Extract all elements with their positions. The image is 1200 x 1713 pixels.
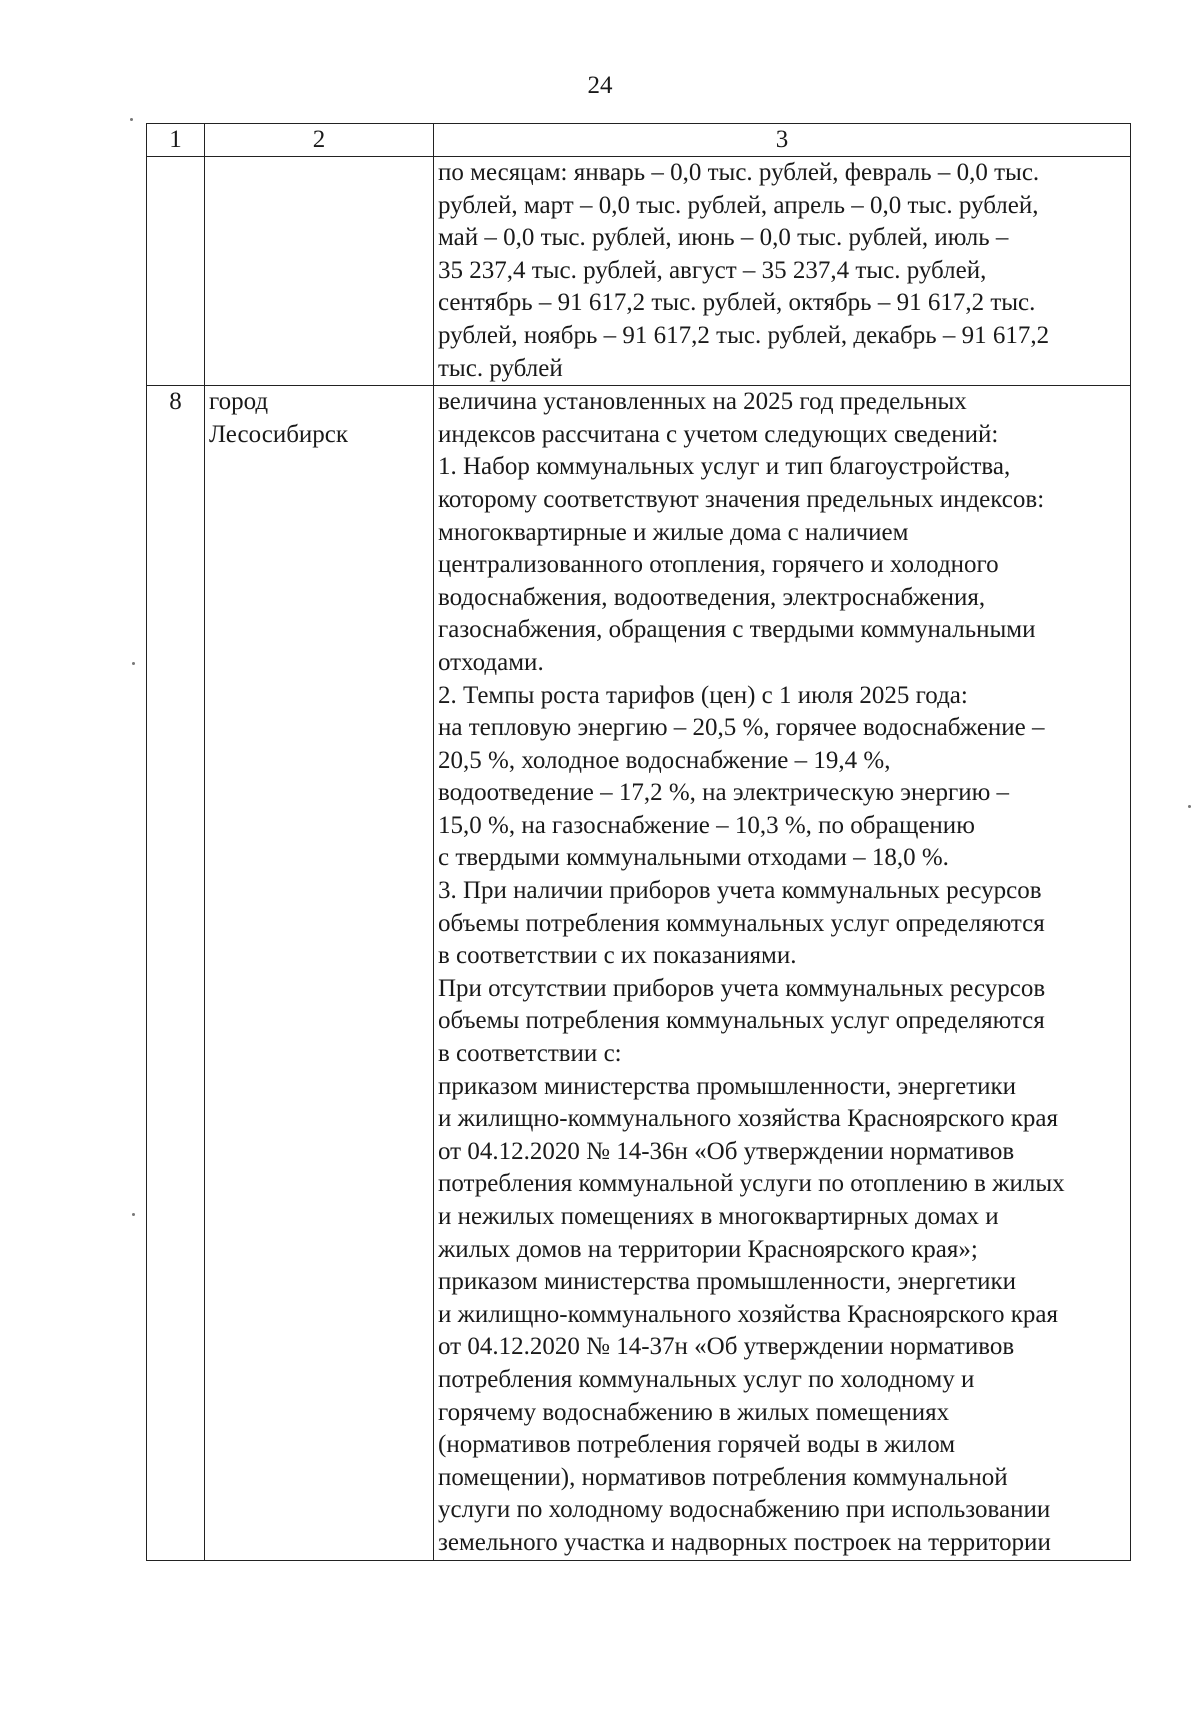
- text-line: рублей, март – 0,0 тыс. рублей, апрель – 0,0 тыс. рублей,: [438, 191, 1039, 219]
- text-line: газоснабжения, обращения с твердыми коммунальными: [438, 616, 1036, 644]
- text-line: от 04.12.2020 № 14-36н «Об утверждении нормативов: [438, 1137, 1015, 1165]
- text-line: объемы потребления коммунальных услуг определяются: [438, 1007, 1045, 1035]
- page-number: 24: [587, 72, 613, 99]
- text-line: индексов рассчитана с учетом следующих сведений:: [438, 420, 999, 448]
- text-line: на тепловую энергию – 20,5 %, горячее водоснабжение –: [438, 714, 1045, 742]
- text-line: по месяцам: январь – 0,0 тыс. рублей, февраль – 0,0 тыс.: [438, 159, 1040, 186]
- text-line: 1. Набор коммунальных услуг и тип благоустройства,: [438, 453, 1011, 481]
- text-line: приказом министерства промышленности, энергетики: [438, 1268, 1017, 1296]
- text-line: горячему водоснабжению в жилых помещениях: [438, 1398, 950, 1426]
- text-line: приказом министерства промышленности, энергетики: [438, 1072, 1017, 1100]
- text-line: жилых домов на территории Красноярского края»;: [438, 1235, 978, 1263]
- text-line: водоотведение – 17,2 %, на электрическую энергию –: [438, 779, 1010, 807]
- text-line: земельного участка и надворных построек на территории: [438, 1528, 1051, 1556]
- text-line: с твердыми коммунальными отходами – 18,0 %.: [438, 844, 949, 872]
- text-line: отходами.: [438, 648, 544, 676]
- text-line: и жилищно-коммунального хозяйства Красноярского края: [438, 1105, 1058, 1133]
- text-line: 20,5 %, холодное водоснабжение – 19,4 %,: [438, 746, 891, 774]
- text-line: водоснабжения, водоотведения, электроснабжения,: [438, 583, 986, 611]
- municipality-line: Лесосибирск: [209, 420, 349, 448]
- table-header-row: [147, 124, 1131, 157]
- text-line: услуги по холодному водоснабжению при использовании: [438, 1496, 1051, 1524]
- text-line: май – 0,0 тыс. рублей, июнь – 0,0 тыс. рублей, июль –: [438, 224, 1009, 252]
- scan-speck: [1188, 805, 1191, 808]
- text-line: сентябрь – 91 617,2 тыс. рублей, октябрь – 91 617,2 тыс.: [438, 289, 1036, 317]
- text-line: от 04.12.2020 № 14-37н «Об утверждении нормативов: [438, 1333, 1015, 1361]
- text-line: потребления коммунальных услуг по холодному и: [438, 1365, 975, 1393]
- limit-index-table: [146, 123, 1131, 1561]
- scan-speck: [132, 662, 135, 665]
- text-line: в соответствии с:: [438, 1040, 622, 1068]
- header-col-3: 3: [434, 124, 1131, 157]
- prev-row-content-cell: [434, 157, 1131, 386]
- text-line: потребления коммунальной услуги по отоплению в жилых: [438, 1170, 1065, 1198]
- text-line: 2. Темпы роста тарифов (цен) с 1 июля 2025 года:: [438, 681, 968, 709]
- header-col-1: 1: [147, 124, 205, 157]
- text-line: централизованного отопления, горячего и холодного: [438, 551, 999, 579]
- text-line: 15,0 %, на газоснабжение – 10,3 %, по обращению: [438, 811, 975, 839]
- text-line: которому соответствуют значения предельных индексов:: [438, 485, 1045, 513]
- scan-speck: [130, 118, 133, 121]
- text-line: тыс. рублей: [438, 354, 563, 382]
- prev-row-municipality-cell: [205, 157, 434, 386]
- prev-row-number-cell: [147, 157, 205, 386]
- text-line: 35 237,4 тыс. рублей, август – 35 237,4 тыс. рублей,: [438, 256, 987, 284]
- text-line: многоквартирные и жилые дома с наличием: [438, 518, 909, 546]
- text-line: в соответствии с их показаниями.: [438, 942, 797, 970]
- header-col-2: 2: [205, 124, 434, 157]
- text-line: и жилищно-коммунального хозяйства Красноярского края: [438, 1300, 1058, 1328]
- municipality-line: город: [209, 388, 269, 416]
- scan-speck: [132, 1213, 135, 1216]
- municipality-cell: [205, 386, 434, 1560]
- text-line: и нежилых помещениях в многоквартирных домах и: [438, 1203, 999, 1230]
- text-line: При отсутствии приборов учета коммунальных ресурсов: [438, 974, 1046, 1002]
- content-cell: [434, 386, 1131, 1560]
- text-line: 3. При наличии приборов учета коммунальных ресурсов: [438, 877, 1042, 905]
- row-number-cell: 8: [147, 386, 205, 1560]
- text-line: помещении), нормативов потребления коммунальной: [438, 1463, 1008, 1491]
- text-line: (нормативов потребления горячей воды в жилом: [438, 1431, 956, 1459]
- text-line: величина установленных на 2025 год предельных: [438, 388, 967, 416]
- table-row-previous-continuation: [147, 157, 1131, 386]
- text-line: объемы потребления коммунальных услуг определяются: [438, 909, 1045, 937]
- table-row-8: [147, 386, 1131, 1560]
- text-line: рублей, ноябрь – 91 617,2 тыс. рублей, декабрь – 91 617,2: [438, 321, 1050, 349]
